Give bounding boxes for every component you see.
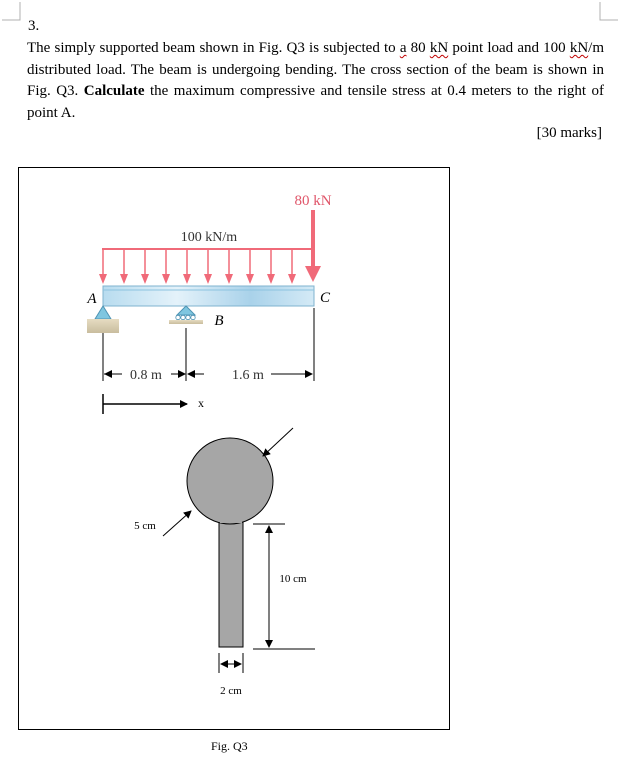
cross-section-circle	[187, 438, 273, 524]
dim-ab-label: 0.8 m	[130, 368, 162, 383]
question-bold-word: Calculate	[83, 83, 145, 99]
distributed-load	[99, 230, 313, 284]
point-c-label: C	[319, 290, 331, 306]
udl-arrowhead	[204, 274, 212, 284]
udl-arrowhead	[162, 274, 170, 284]
figure-drawing	[19, 168, 451, 731]
question-text-part-5: the maximum compressive and tensile stress at 0.4 meters to the right of point A.	[27, 83, 604, 121]
marks-label: [30 marks]	[536, 125, 602, 141]
spell-flag-kn: kN	[429, 40, 449, 56]
point-load	[294, 193, 331, 282]
figure-caption: Fig. Q3	[211, 739, 248, 753]
udl-arrowhead	[225, 274, 233, 284]
point-load-label: 80 kN	[294, 193, 332, 209]
question-text-part-3: point load and 100	[448, 40, 570, 56]
question-text	[27, 38, 604, 124]
udl-arrowhead	[120, 274, 128, 284]
beam	[103, 286, 314, 306]
diameter-label: 5 cm	[134, 520, 156, 532]
question-text-part-4: /m distributed load. The beam is undergoing bending. The cross section of the beam is shown in Fig. Q3.	[27, 40, 604, 99]
dim-bc-label: 1.6 m	[232, 368, 264, 383]
udl-arrowhead	[99, 274, 107, 284]
udl-arrowhead	[183, 274, 191, 284]
figure-frame	[18, 167, 450, 730]
x-axis-label: x	[198, 396, 204, 410]
udl-arrows	[99, 249, 296, 284]
question-text-part-1: The simply supported beam shown in Fig. Q3 is subjected to	[27, 40, 400, 56]
udl-arrowhead	[267, 274, 275, 284]
cross-section-web	[219, 504, 243, 647]
height-label: 10 cm	[279, 573, 307, 585]
point-b-label: B	[214, 313, 224, 329]
udl-arrowhead	[288, 274, 296, 284]
distributed-load-label: 100 kN/m	[180, 230, 238, 245]
udl-arrowhead	[246, 274, 254, 284]
question-number: 3.	[28, 18, 40, 34]
point-a-label: A	[87, 291, 97, 307]
udl-arrowhead	[141, 274, 149, 284]
x-axis-arrow	[103, 394, 204, 414]
page-corner-mark-right	[580, 0, 620, 40]
pin-support-a	[87, 306, 119, 333]
grammar-flag-a: a	[399, 40, 407, 56]
width-label: 2 cm	[220, 685, 242, 697]
roller-support-b	[169, 306, 203, 324]
cross-section	[134, 428, 315, 697]
spell-flag-knm: kN	[569, 40, 589, 56]
question-text-part-2: 80	[406, 40, 430, 56]
